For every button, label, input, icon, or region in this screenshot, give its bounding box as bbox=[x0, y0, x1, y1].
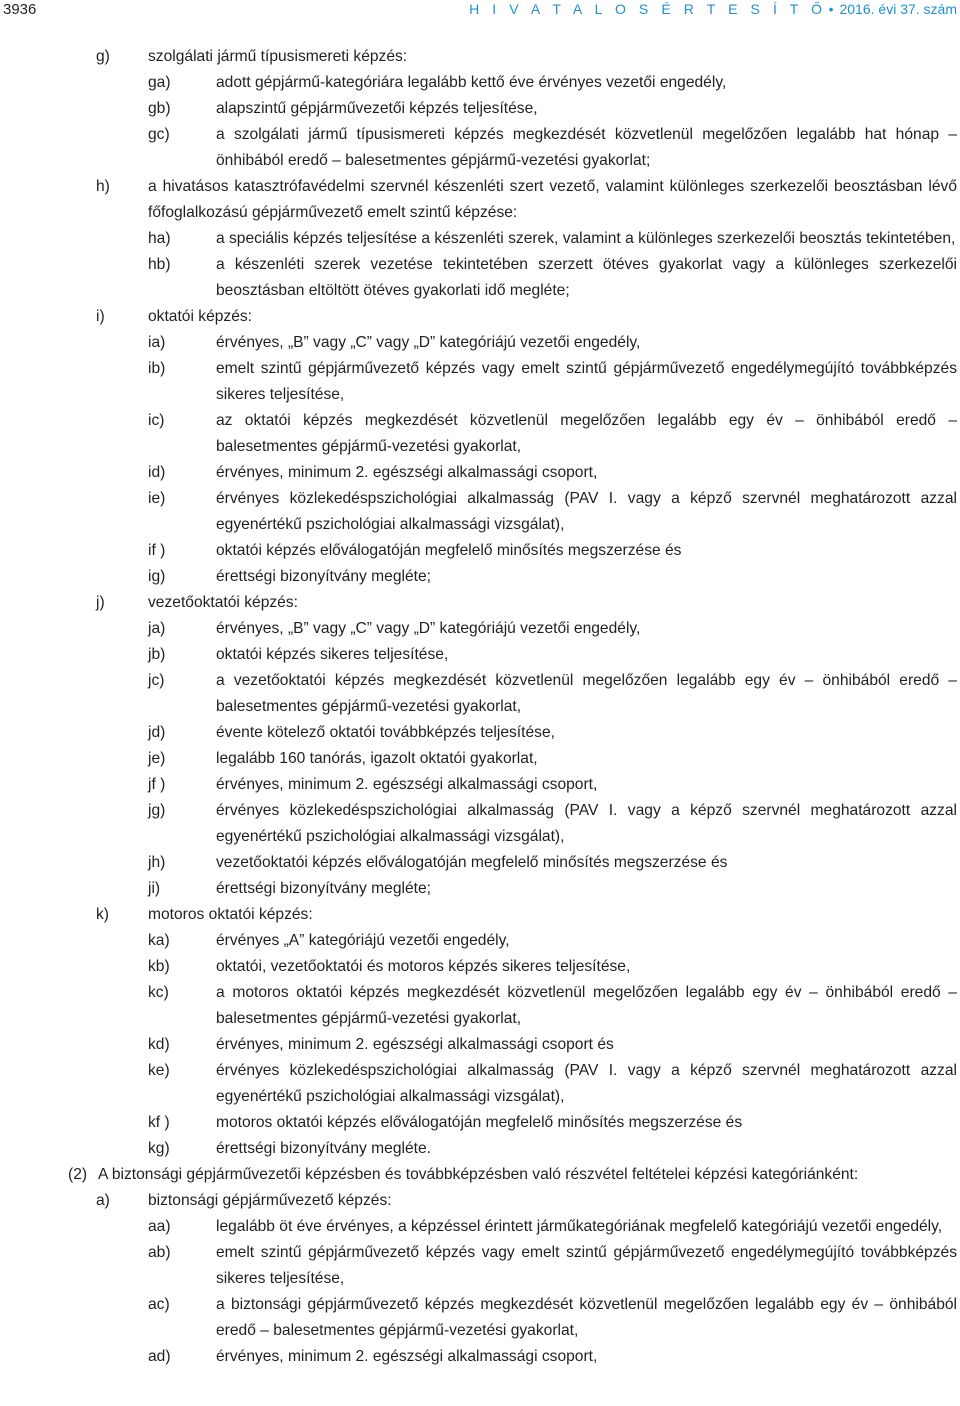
list-item bbox=[0, 460, 960, 486]
item-text: érvényes közlekedéspszichológiai alkalmasság (PAV I. vagy a képző szervnél meghatározott azzal egyenértékű pszichológiai alkalmassági vizsgálat), bbox=[216, 802, 957, 845]
item-text: évente kötelező oktatói továbbképzés teljesítése, bbox=[216, 724, 555, 741]
item-text: érvényes, minimum 2. egészségi alkalmassági csoport, bbox=[216, 776, 598, 793]
page-header bbox=[0, 0, 960, 22]
item-label: jf ) bbox=[148, 776, 166, 793]
list-item bbox=[0, 720, 960, 746]
item-label: jb) bbox=[148, 646, 166, 663]
list-item bbox=[0, 226, 960, 252]
list-item bbox=[0, 330, 960, 356]
item-label: aa) bbox=[148, 1218, 171, 1235]
list-item bbox=[0, 1136, 960, 1162]
list-item bbox=[0, 252, 960, 304]
item-text: oktatói képzés sikeres teljesítése, bbox=[216, 646, 449, 663]
journal-header bbox=[469, 1, 957, 17]
list-item bbox=[0, 1344, 960, 1370]
item-text: érettségi bizonyítvány megléte; bbox=[216, 880, 431, 897]
item-text: oktatói képzés: bbox=[148, 308, 253, 325]
item-label: gc) bbox=[148, 126, 170, 143]
item-label: kf ) bbox=[148, 1114, 170, 1131]
item-text: érettségi bizonyítvány megléte; bbox=[216, 568, 431, 585]
item-label: jh) bbox=[148, 854, 166, 871]
item-label: ac) bbox=[148, 1296, 170, 1313]
item-text: érvényes közlekedéspszichológiai alkalmasság (PAV I. vagy a képző szervnél meghatározott azzal egyenértékű pszichológiai alkalmassági vizsgálat), bbox=[216, 490, 957, 533]
item-label: kb) bbox=[148, 958, 170, 975]
list-item bbox=[0, 70, 960, 96]
item-text: érvényes közlekedéspszichológiai alkalmasság (PAV I. vagy a képző szervnél meghatározott azzal egyenértékű pszichológiai alkalmassági vizsgálat), bbox=[216, 1062, 957, 1105]
item-text: oktatói képzés előválogatóján megfelelő minősítés megszerzése és bbox=[216, 542, 682, 559]
item-label: ga) bbox=[148, 74, 171, 91]
list-item bbox=[0, 1110, 960, 1136]
item-text: érvényes, minimum 2. egészségi alkalmassági csoport és bbox=[216, 1036, 614, 1053]
item-label: jc) bbox=[148, 672, 165, 689]
item-label: ad) bbox=[148, 1348, 171, 1365]
item-text: emelt szintű gépjárművezető képzés vagy emelt szintű gépjárművezető engedélymegújító továbbképzés sikeres teljesítése, bbox=[216, 1244, 957, 1287]
item-text: a vezetőoktatói képzés megkezdését közvetlenül megelőzően legalább egy év – önhibából eredő – balesetmentes gépjármű-vezetési gyakorlat, bbox=[216, 672, 957, 715]
item-label: ka) bbox=[148, 932, 170, 949]
item-label: jg) bbox=[148, 802, 166, 819]
list-item bbox=[0, 590, 960, 616]
list-item bbox=[0, 772, 960, 798]
item-label: je) bbox=[148, 750, 166, 767]
list-item bbox=[0, 902, 960, 928]
item-label: kg) bbox=[148, 1140, 170, 1157]
item-label: j) bbox=[96, 594, 105, 611]
item-label: g) bbox=[96, 48, 110, 65]
list-item bbox=[0, 1162, 960, 1188]
list-item bbox=[0, 1058, 960, 1110]
document-body bbox=[0, 44, 960, 1370]
list-item bbox=[0, 1240, 960, 1292]
list-item bbox=[0, 356, 960, 408]
item-label: a) bbox=[96, 1192, 110, 1209]
item-label: ha) bbox=[148, 230, 171, 247]
item-text: érvényes, „B” vagy „C” vagy „D” kategóriájú vezetői engedély, bbox=[216, 334, 641, 351]
item-label: ib) bbox=[148, 360, 166, 377]
item-text: legalább 160 tanórás, igazolt oktatói gyakorlat, bbox=[216, 750, 538, 767]
item-text: érvényes „A” kategóriájú vezetői engedély, bbox=[216, 932, 510, 949]
item-text: motoros oktatói képzés előválogatóján megfelelő minősítés megszerzése és bbox=[216, 1114, 743, 1131]
item-text: a készenléti szerek vezetése tekintetében szerzett ötéves gyakorlat vagy a különleges szerkezelői beosztásban eltöltött ötéves gyakorlati idő megléte; bbox=[216, 256, 957, 299]
item-label: ke) bbox=[148, 1062, 170, 1079]
item-text: legalább öt éve érvényes, a képzéssel érintett járműkategóriának megfelelő kategóriájú vezetői engedély, bbox=[216, 1218, 943, 1235]
item-label: k) bbox=[96, 906, 109, 923]
item-label: jd) bbox=[148, 724, 166, 741]
list-item bbox=[0, 616, 960, 642]
item-text: a motoros oktatói képzés megkezdését közvetlenül megelőzően legalább egy év – önhibából eredő – balesetmentes gépjármű-vezetési gyakorlat, bbox=[216, 984, 957, 1027]
item-label: id) bbox=[148, 464, 166, 481]
item-label: if ) bbox=[148, 542, 166, 559]
item-label: kc) bbox=[148, 984, 169, 1001]
item-label: ig) bbox=[148, 568, 166, 585]
list-item bbox=[0, 174, 960, 226]
list-item bbox=[0, 122, 960, 174]
issue-label: 2016. évi 37. szám bbox=[839, 1, 957, 17]
item-text: oktatói, vezetőoktatói és motoros képzés sikeres teljesítése, bbox=[216, 958, 631, 975]
item-text: érvényes, minimum 2. egészségi alkalmassági csoport, bbox=[216, 464, 598, 481]
item-text: adott gépjármű-kategóriára legalább kettő éve érvényes vezetői engedély, bbox=[216, 74, 727, 91]
list-item bbox=[0, 96, 960, 122]
list-item bbox=[0, 408, 960, 460]
list-item bbox=[0, 1188, 960, 1214]
page-number: 3936 bbox=[3, 1, 37, 18]
item-text: biztonsági gépjárművezető képzés: bbox=[148, 1192, 392, 1209]
item-text: vezetőoktatói képzés előválogatóján megfelelő minősítés megszerzése és bbox=[216, 854, 728, 871]
item-text: a biztonsági gépjárművezető képzés megkezdését közvetlenül megelőzően legalább egy év – önhibából eredő – balesetmentes gépjármű-vezetési gyakorlat, bbox=[216, 1296, 957, 1339]
item-text: A biztonsági gépjárművezetői képzésben és továbbképzésben való részvétel feltételei képzési kategóriánként: bbox=[98, 1166, 859, 1183]
list-item bbox=[0, 980, 960, 1032]
bullet-separator: • bbox=[828, 1, 834, 17]
list-item bbox=[0, 304, 960, 330]
item-text: érvényes, minimum 2. egészségi alkalmassági csoport, bbox=[216, 1348, 598, 1365]
item-text: motoros oktatói képzés: bbox=[148, 906, 313, 923]
item-text: szolgálati jármű típusismereti képzés: bbox=[148, 48, 408, 65]
list-item bbox=[0, 1032, 960, 1058]
item-label: hb) bbox=[148, 256, 171, 273]
item-label: gb) bbox=[148, 100, 171, 117]
item-text: érvényes, „B” vagy „C” vagy „D” kategóriájú vezetői engedély, bbox=[216, 620, 641, 637]
item-text: a szolgálati jármű típusismereti képzés megkezdését közvetlenül megelőzően legalább hat hónap – önhibából eredő – balesetmentes gépjármű-vezetési gyakorlat; bbox=[216, 126, 957, 169]
list-item bbox=[0, 564, 960, 590]
item-label: ab) bbox=[148, 1244, 171, 1261]
list-item bbox=[0, 1214, 960, 1240]
item-text: az oktatói képzés megkezdését közvetlenül megelőzően legalább egy év – önhibából eredő – balesetmentes gépjármű-vezetési gyakorlat, bbox=[216, 412, 957, 455]
item-label: kd) bbox=[148, 1036, 170, 1053]
item-text: érettségi bizonyítvány megléte. bbox=[216, 1140, 431, 1157]
item-label: ic) bbox=[148, 412, 165, 429]
list-item bbox=[0, 642, 960, 668]
list-item bbox=[0, 954, 960, 980]
item-text: a speciális képzés teljesítése a készenléti szerek, valamint a különleges szerkezelői beosztás tekintetében, bbox=[216, 230, 956, 247]
item-label: ia) bbox=[148, 334, 166, 351]
item-label: ja) bbox=[148, 620, 166, 637]
journal-title: H I V A T A L O S É R T E S Í T Ő bbox=[469, 1, 827, 17]
list-item bbox=[0, 1292, 960, 1344]
item-text: emelt szintű gépjárművezető képzés vagy emelt szintű gépjárművezető engedélymegújító továbbképzés sikeres teljesítése, bbox=[216, 360, 957, 403]
list-item bbox=[0, 486, 960, 538]
item-text: alapszintű gépjárművezetői képzés teljesítése, bbox=[216, 100, 538, 117]
item-label: (2) bbox=[68, 1166, 88, 1183]
list-item bbox=[0, 668, 960, 720]
item-label: i) bbox=[96, 308, 105, 325]
item-label: h) bbox=[96, 178, 110, 195]
item-text: a hivatásos katasztrófavédelmi szervnél készenléti szert vezető, valamint különleges szerkezelői beosztásban lévő főfoglalkozású gépjárművezető emelt szintű képzése: bbox=[148, 178, 957, 221]
list-item bbox=[0, 44, 960, 70]
list-item bbox=[0, 850, 960, 876]
item-label: ie) bbox=[148, 490, 166, 507]
item-text: vezetőoktatói képzés: bbox=[148, 594, 298, 611]
list-item bbox=[0, 798, 960, 850]
item-label: ji) bbox=[148, 880, 161, 897]
list-item bbox=[0, 746, 960, 772]
list-item bbox=[0, 538, 960, 564]
list-item bbox=[0, 928, 960, 954]
list-item bbox=[0, 876, 960, 902]
